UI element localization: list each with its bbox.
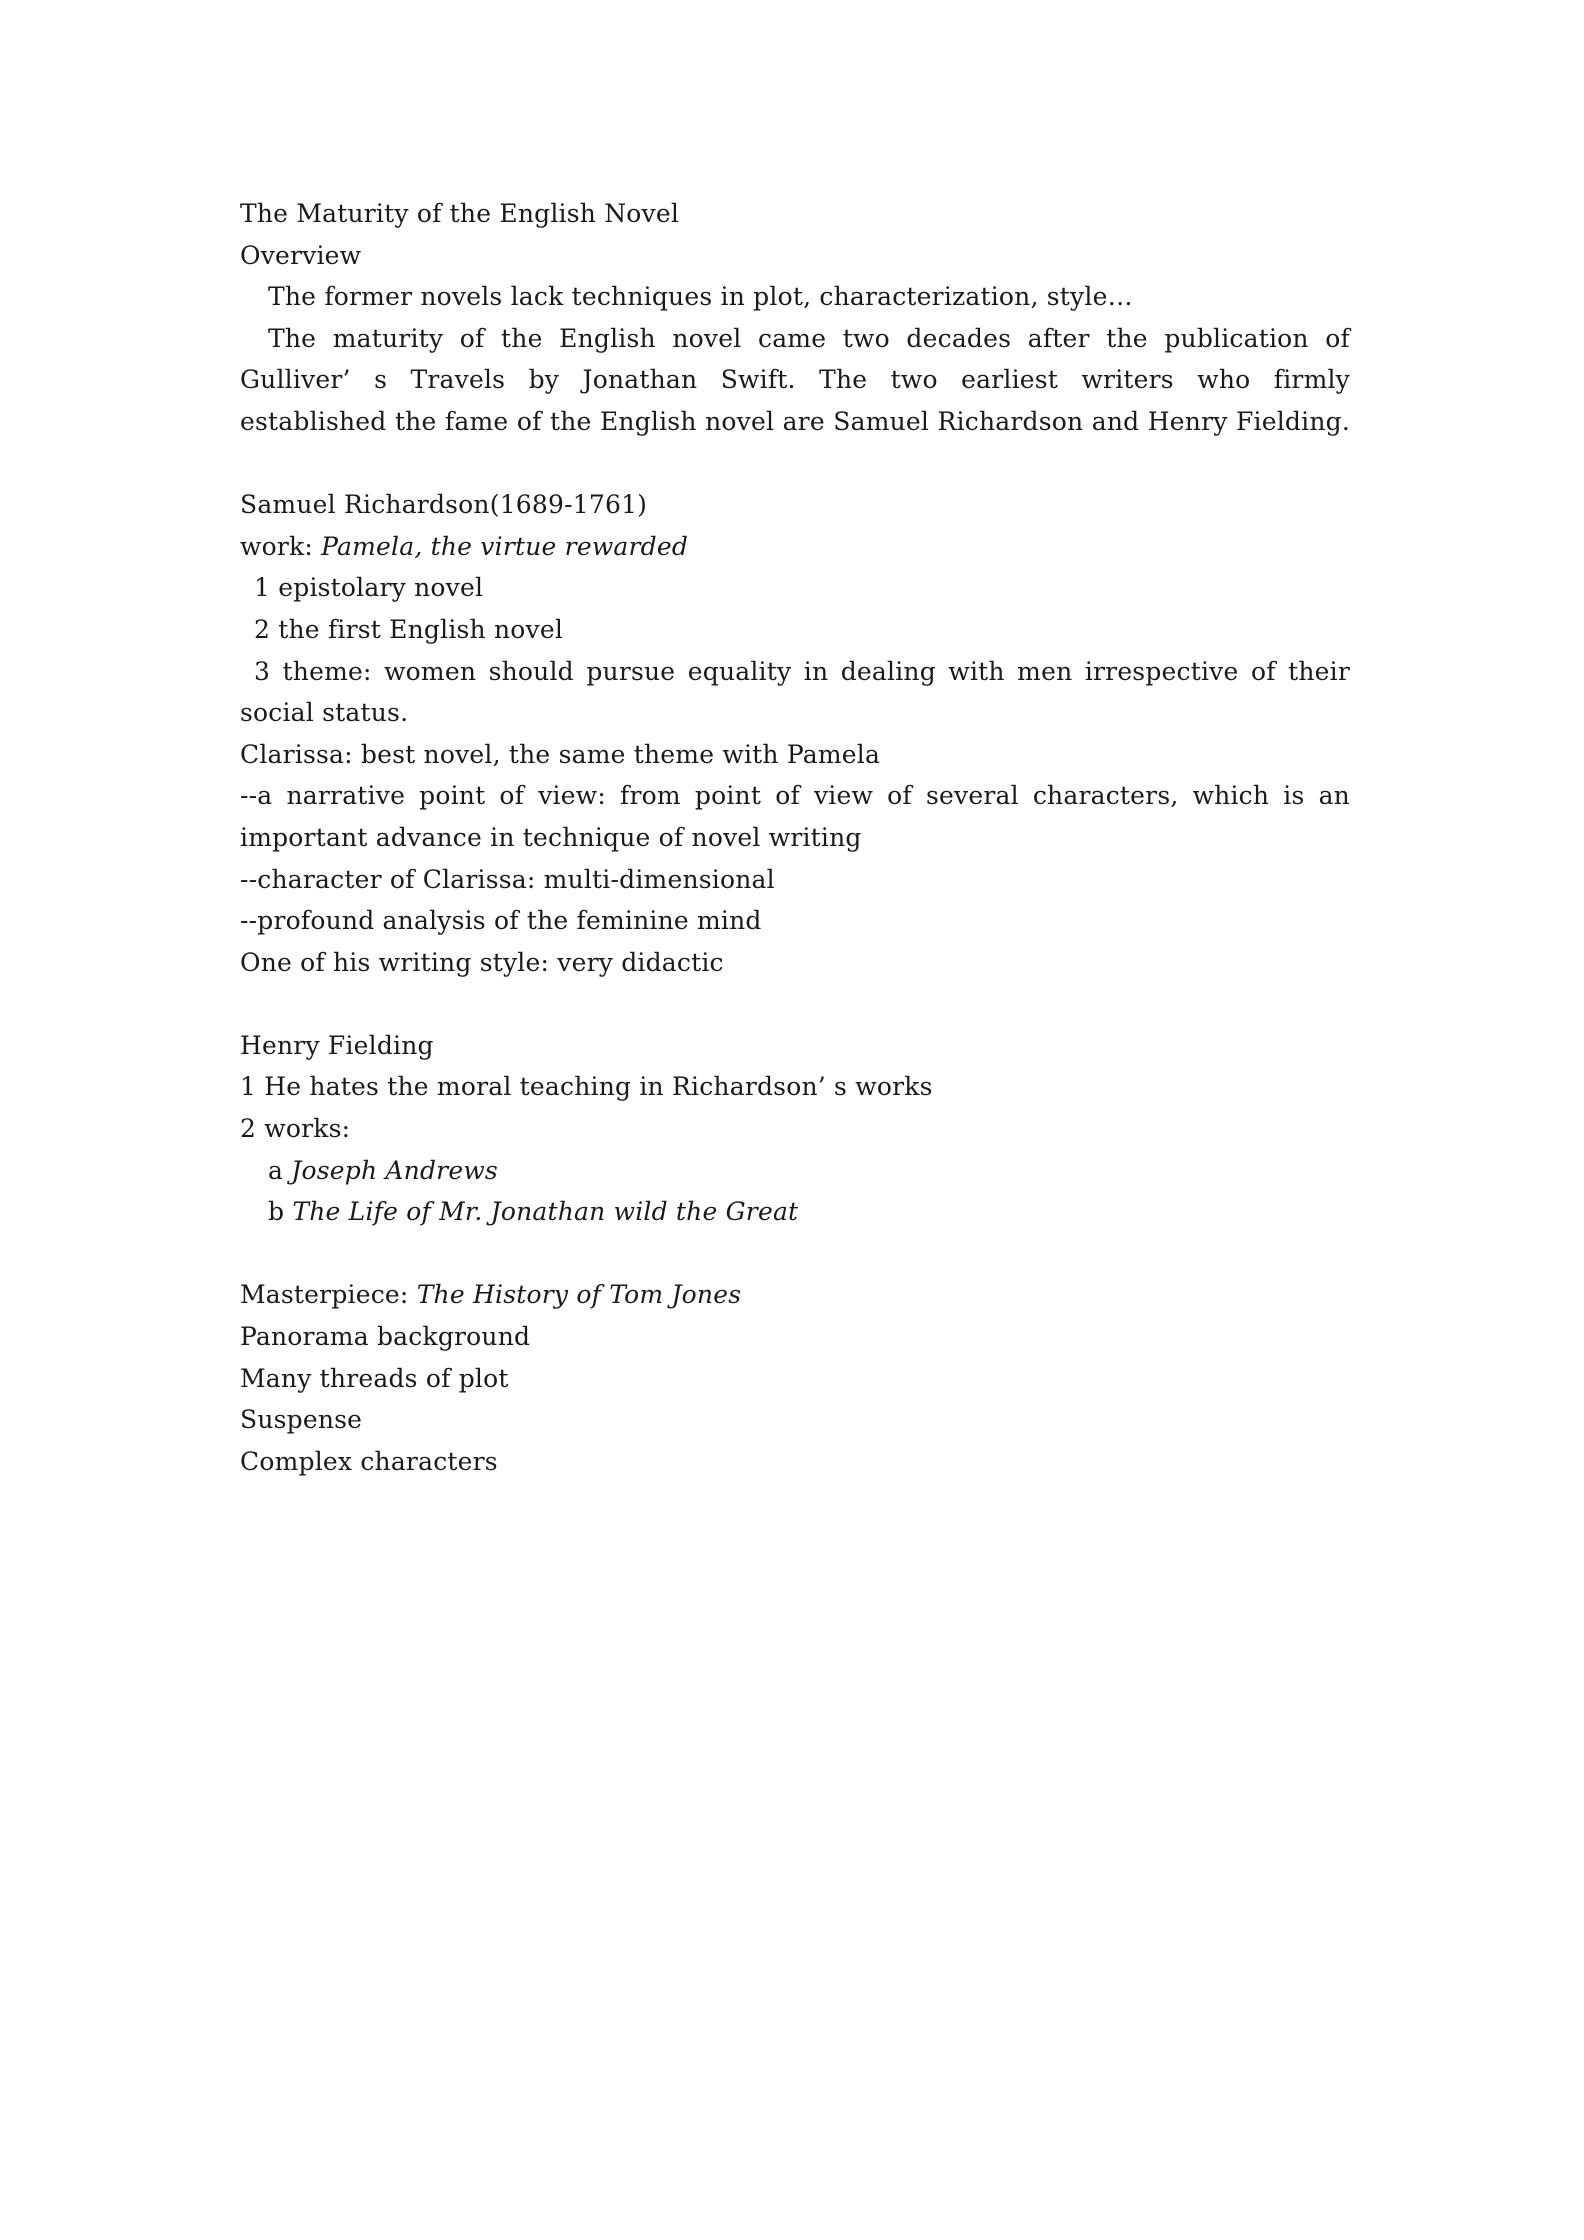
clarissa-line: Clarissa: best novel, the same theme with Pamela [240, 739, 881, 769]
richardson-point-1: 1 epistolary novel [254, 573, 484, 603]
analysis-line: --profound analysis of the feminine mind [240, 906, 762, 936]
richardson-point-3-line-2: social status. [240, 698, 409, 728]
work-title-pamela: Pamela, the virtue rewarded [321, 531, 689, 561]
character-line: --character of Clarissa: multi-dimensional [240, 864, 775, 894]
fielding-point-2: 2 works: [240, 1114, 351, 1144]
document-page [240, 193, 1350, 1482]
fielding-work-b [240, 1191, 1350, 1233]
document-title: The Maturity of the English Novel [240, 199, 680, 228]
work-label: work: [240, 531, 322, 561]
work-b-marker: b [268, 1197, 293, 1227]
masterpiece-feature: Many threads of plot [240, 1363, 509, 1393]
work-a-title: Joseph Andrews [291, 1155, 498, 1185]
overview-paragraph-2-line-1: The maturity of the English novel came two decades after the publication of [268, 323, 1350, 353]
blank-line [240, 443, 1350, 485]
style-line: One of his writing style: very didactic [240, 947, 724, 977]
masterpiece-label: Masterpiece: [240, 1280, 417, 1310]
richardson-point-3-line-1: 3 theme: women should pursue equality in dealing with men irrespective of their [254, 656, 1350, 686]
narrative-line-2: important advance in technique of novel writing [240, 822, 862, 852]
richardson-point-2: 2 the first English novel [254, 614, 564, 644]
richardson-work [240, 526, 1350, 568]
fielding-heading: Henry Fielding [240, 1030, 434, 1060]
masterpiece-feature: Panorama background [240, 1322, 531, 1352]
overview-paragraph-2-line-3: established the fame of the English novel are Samuel Richardson and Henry Fielding. [240, 406, 1350, 436]
work-a-marker: a [268, 1155, 292, 1185]
masterpiece-line [240, 1274, 1350, 1316]
masterpiece-feature: Suspense [240, 1405, 363, 1435]
overview-paragraph-1: The former novels lack techniques in plot, characterization, style… [268, 282, 1133, 312]
fielding-work-a [240, 1150, 1350, 1192]
blank-line [240, 983, 1350, 1025]
masterpiece-feature: Complex characters [240, 1446, 498, 1476]
work-b-title: The Life of Mr. Jonathan wild the Great [292, 1197, 799, 1227]
richardson-heading: Samuel Richardson(1689-1761) [240, 490, 648, 520]
masterpiece-title: The History of Tom Jones [416, 1280, 742, 1310]
narrative-line-1: --a narrative point of view: from point of view of several characters, which is an [240, 781, 1350, 811]
blank-line [240, 1233, 1350, 1275]
overview-paragraph-2-line-2: Gulliver’ s Travels by Jonathan Swift. The two earliest writers who firmly [240, 365, 1350, 395]
overview-heading: Overview [240, 240, 362, 270]
fielding-point-1: 1 He hates the moral teaching in Richardson’ s works [240, 1072, 933, 1102]
